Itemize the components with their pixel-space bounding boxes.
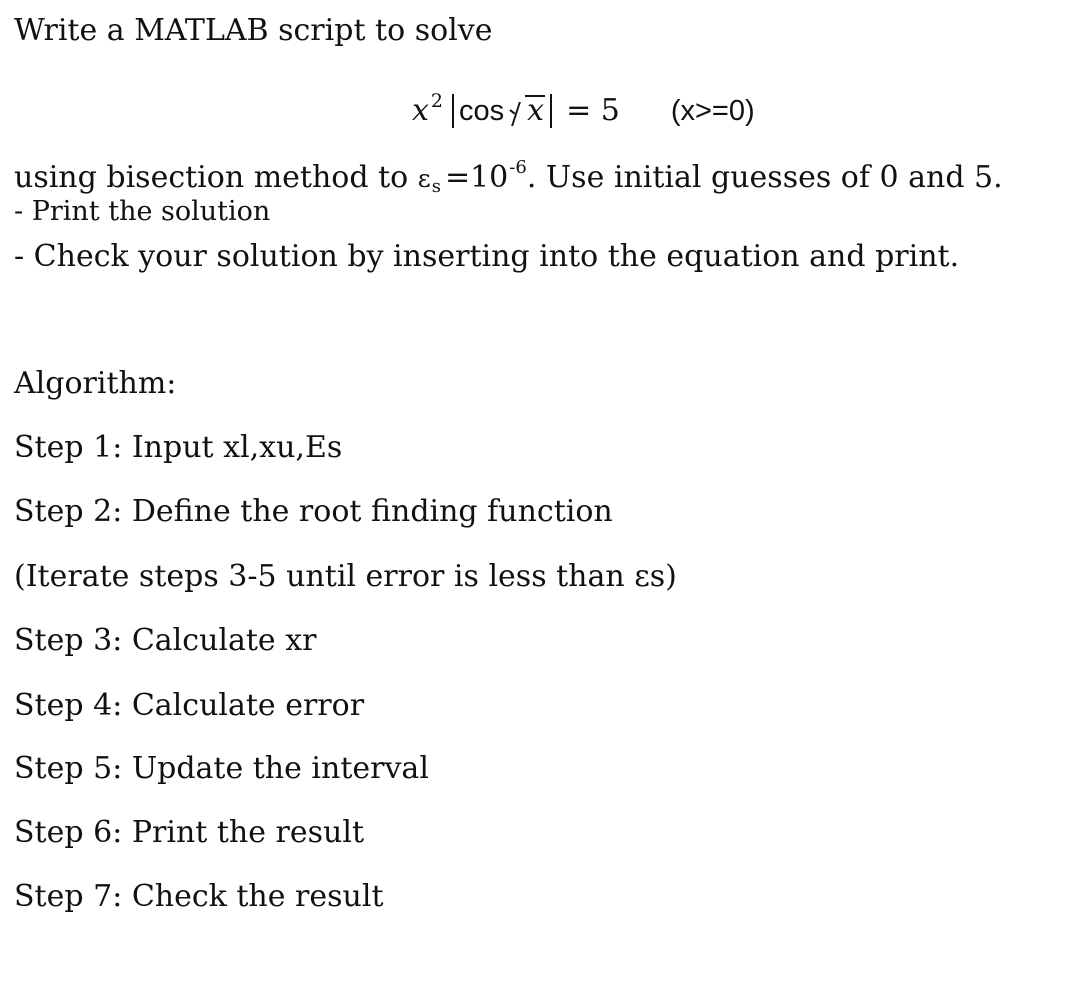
algorithm-step-2: Step 2: Define the root finding function [14, 494, 613, 529]
equation-radicand: x [527, 93, 545, 128]
equation-rhs: = 5 [566, 93, 620, 128]
square-root-icon [509, 100, 525, 124]
equation [412, 80, 755, 128]
algorithm-step-3: Step 3: Calculate xr [14, 623, 317, 658]
method-prefix: using bisection method to [14, 160, 409, 195]
equation-power: 2 [430, 90, 444, 112]
algorithm-step-5: Step 5: Update the interval [14, 751, 429, 786]
epsilon-symbol: ε [417, 164, 431, 193]
intro-text: Write a MATLAB script to solve [14, 13, 493, 48]
epsilon-subscript: s [431, 176, 441, 197]
algorithm-step-1: Step 1: Input xl,xu,Es [14, 430, 343, 465]
algorithm-step-6: Step 6: Print the result [14, 815, 364, 850]
bullet-check-solution: - Check your solution by inserting into the equation and print. [14, 239, 960, 274]
absolute-bar-right [550, 94, 552, 128]
algorithm-step-7: Step 7: Check the result [14, 879, 384, 914]
method-equals: =10 [444, 160, 509, 195]
equation-cos: cos [459, 95, 505, 127]
equation-base: x [412, 93, 429, 128]
equation-condition: (x>=0) [670, 95, 755, 127]
method-suffix: . Use initial guesses of 0 and 5. [526, 160, 1003, 195]
algorithm-iterate-note: (Iterate steps 3-5 until error is less than εs) [14, 559, 677, 594]
absolute-bar-left [452, 94, 454, 128]
document-page [14, 0, 1054, 984]
bullet-print-solution: - Print the solution [14, 196, 271, 227]
algorithm-title: Algorithm: [14, 366, 177, 401]
method-exponent: -6 [509, 157, 527, 178]
algorithm-step-4: Step 4: Calculate error [14, 688, 365, 723]
square-root [509, 90, 545, 132]
